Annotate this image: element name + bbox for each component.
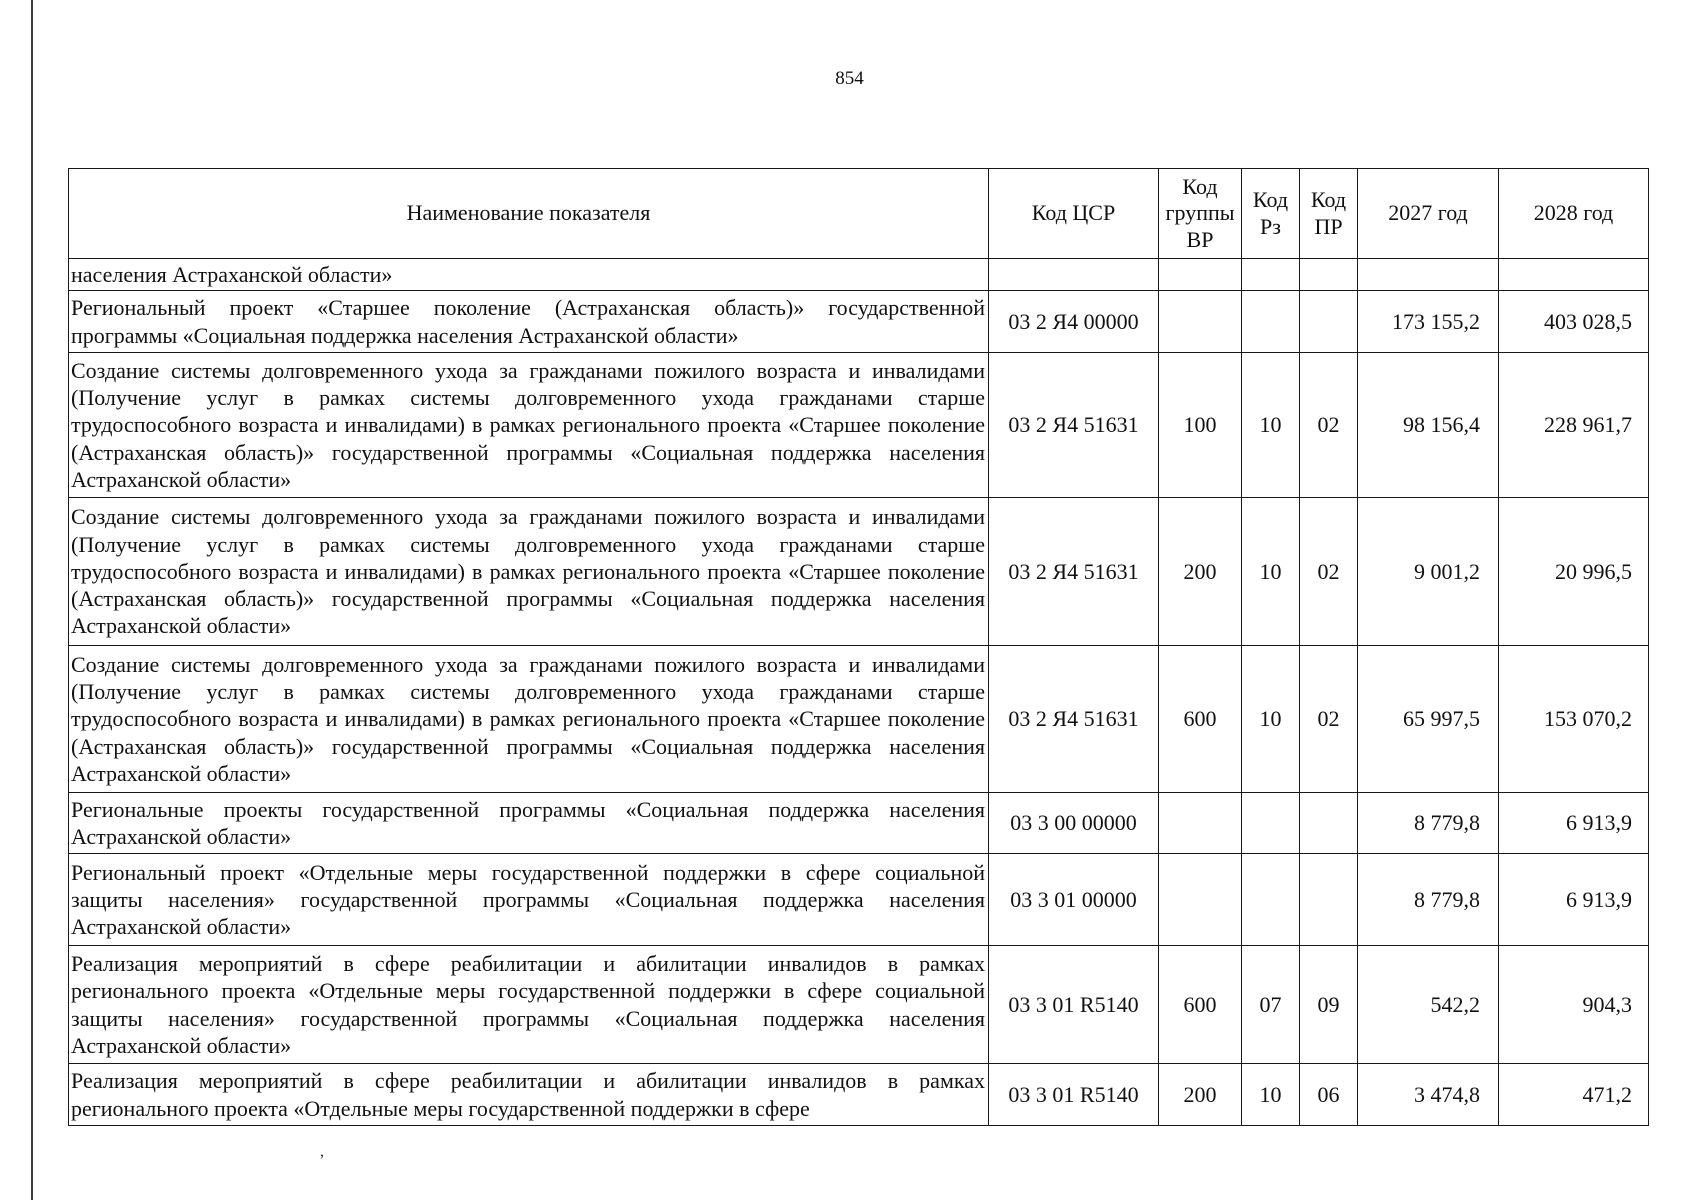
row-name: Реализация мероприятий в сфере реабилитации и абилитации инвалидов в рамках регионального проекта «Отдельные меры государственной поддержки в сфере [69,1064,989,1126]
row-csr: 03 2 Я4 00000 [989,291,1159,353]
row-vr: 600 [1159,946,1242,1064]
row-2028: 904,3 [1499,946,1649,1064]
row-vr: 200 [1159,1064,1242,1126]
header-pr: Код ПР [1300,169,1358,259]
row-2027: 8 779,8 [1358,854,1499,946]
header-2028: 2028 год [1499,169,1649,259]
row-name: Создание системы долговременного ухода за гражданами пожилого возраста и инвалидами (Получение услуг в рамках системы долговременного ухода гражданами старше трудоспособного возраста и инвалидами) в рамках регионального проекта «Старшее поколение (Астраханская область)» государственной программы «Социальная поддержка населения Астраханской области» [69,498,989,646]
row-rz [1242,793,1300,854]
row-2028: 20 996,5 [1499,498,1649,646]
row-rz: 10 [1242,498,1300,646]
row-csr: 03 3 00 00000 [989,793,1159,854]
row-csr: 03 2 Я4 51631 [989,646,1159,793]
row-csr: 03 2 Я4 51631 [989,498,1159,646]
header-csr: Код ЦСР [989,169,1159,259]
row-pr [1300,854,1358,946]
row-pr: 02 [1300,646,1358,793]
row-vr [1159,793,1242,854]
page-number: 854 [835,68,864,89]
table-row [69,646,1649,793]
table-row [69,793,1649,854]
row-csr [989,259,1159,291]
row-2027: 8 779,8 [1358,793,1499,854]
row-pr: 06 [1300,1064,1358,1126]
row-2028: 6 913,9 [1499,854,1649,946]
row-vr [1159,291,1242,353]
scan-speck: , [320,1143,324,1160]
row-csr: 03 2 Я4 51631 [989,353,1159,498]
row-name: Региональный проект «Старшее поколение (Астраханская область)» государственной программы «Социальная поддержка населения Астраханской области» [69,291,989,353]
row-csr: 03 3 01 R5140 [989,1064,1159,1126]
row-vr: 100 [1159,353,1242,498]
row-name: Региональный проект «Отдельные меры государственной поддержки в сфере социальной защиты населения» государственной программы «Социальная поддержка населения Астраханской области» [69,854,989,946]
row-vr: 600 [1159,646,1242,793]
table-row [69,1064,1649,1126]
row-name: Создание системы долговременного ухода за гражданами пожилого возраста и инвалидами (Получение услуг в рамках системы долговременного ухода гражданами старше трудоспособного возраста и инвалидами) в рамках регионального проекта «Старшее поколение (Астраханская область)» государственной программы «Социальная поддержка населения Астраханской области» [69,353,989,498]
table-row [69,259,1649,291]
row-2027: 9 001,2 [1358,498,1499,646]
table-row [69,353,1649,498]
table-row [69,854,1649,946]
row-2027: 3 474,8 [1358,1064,1499,1126]
row-2027: 65 997,5 [1358,646,1499,793]
row-2028: 6 913,9 [1499,793,1649,854]
table-row [69,291,1649,353]
row-name: Создание системы долговременного ухода за гражданами пожилого возраста и инвалидами (Получение услуг в рамках системы долговременного ухода гражданами старше трудоспособного возраста и инвалидами) в рамках регионального проекта «Старшее поколение (Астраханская область)» государственной программы «Социальная поддержка населения Астраханской области» [69,646,989,793]
row-pr: 02 [1300,498,1358,646]
row-rz: 10 [1242,353,1300,498]
row-pr: 09 [1300,946,1358,1064]
left-margin-rule [31,0,33,1200]
row-rz [1242,291,1300,353]
header-2027: 2027 год [1358,169,1499,259]
row-rz: 10 [1242,1064,1300,1126]
budget-table [68,168,1649,1126]
row-rz: 10 [1242,646,1300,793]
row-pr [1300,259,1358,291]
row-pr: 02 [1300,353,1358,498]
header-name: Наименование показателя [69,169,989,259]
row-pr [1300,291,1358,353]
row-rz: 07 [1242,946,1300,1064]
row-name: Региональные проекты государственной программы «Социальная поддержка населения Астраханской области» [69,793,989,854]
row-2027: 542,2 [1358,946,1499,1064]
row-name: населения Астраханской области» [69,259,989,291]
table-row [69,498,1649,646]
header-rz: Код Рз [1242,169,1300,259]
row-name: Реализация мероприятий в сфере реабилитации и абилитации инвалидов в рамках регионального проекта «Отдельные меры государственной поддержки в сфере социальной защиты населения» государственной программы «Социальная поддержка населения Астраханской области» [69,946,989,1064]
row-vr [1159,259,1242,291]
row-rz [1242,259,1300,291]
row-csr: 03 3 01 00000 [989,854,1159,946]
row-rz [1242,854,1300,946]
header-row [69,169,1649,259]
row-vr: 200 [1159,498,1242,646]
row-2028 [1499,259,1649,291]
row-2028: 403 028,5 [1499,291,1649,353]
row-2028: 153 070,2 [1499,646,1649,793]
row-csr: 03 3 01 R5140 [989,946,1159,1064]
row-2028: 228 961,7 [1499,353,1649,498]
row-2027: 98 156,4 [1358,353,1499,498]
row-pr [1300,793,1358,854]
row-vr [1159,854,1242,946]
row-2027: 173 155,2 [1358,291,1499,353]
header-vr: Код группы ВР [1159,169,1242,259]
row-2027 [1358,259,1499,291]
table-row [69,946,1649,1064]
row-2028: 471,2 [1499,1064,1649,1126]
